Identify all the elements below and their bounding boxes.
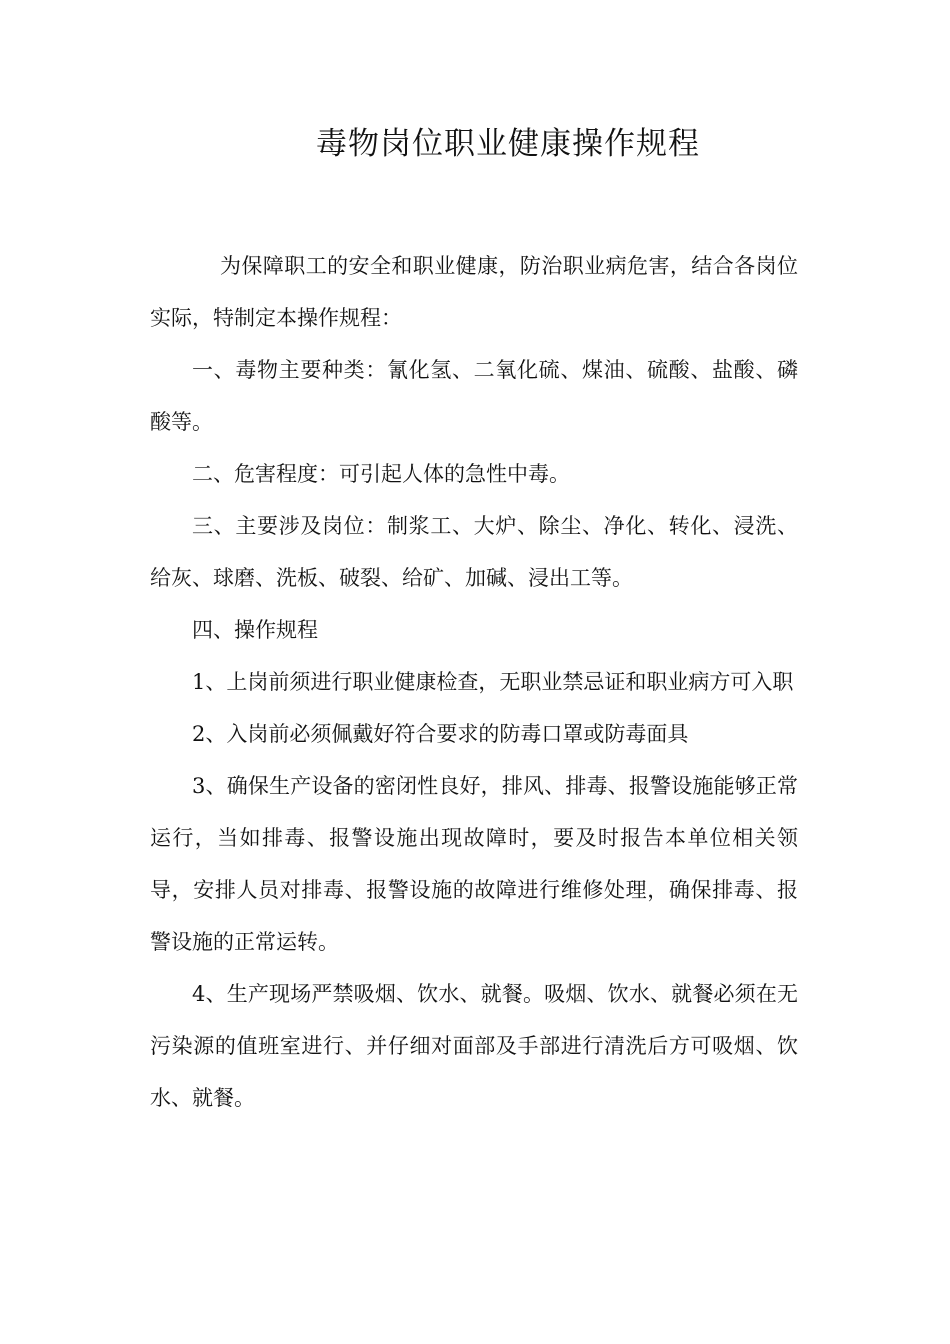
paragraph-rule-3: 3、确保生产设备的密闭性良好，排风、排毒、报警设施能够正常运行，当如排毒、报警设施出现故障时，要及时报告本单位相关领导，安排人员对排毒、报警设施的故障进行维修处理，确保排毒、报警设施的正常运转。 xyxy=(150,774,798,954)
paragraph-rule-4: 4、生产现场严禁吸烟、饮水、就餐。吸烟、饮水、就餐必须在无污染源的值班室进行、并仔细对面部及手部进行清洗后方可吸烟、饮水、就餐。 xyxy=(150,982,798,1110)
paragraph-positions: 三、主要涉及岗位：制浆工、大炉、除尘、净化、转化、浸洗、给灰、球磨、洗板、破裂、给矿、加碱、浸出工等。 xyxy=(150,514,798,590)
document-body xyxy=(150,240,798,1124)
paragraph-rule-2: 2、入岗前必须佩戴好符合要求的防毒口罩或防毒面具 xyxy=(192,722,689,746)
document-title: 毒物岗位职业健康操作规程 xyxy=(316,126,700,162)
paragraph-procedure-heading: 四、操作规程 xyxy=(192,618,318,642)
document-title-wrapper xyxy=(0,118,950,163)
paragraph-rule-1: 1、上岗前须进行职业健康检查，无职业禁忌证和职业病方可入职 xyxy=(192,670,794,694)
paragraph-toxic-types: 一、毒物主要种类：氰化氢、二氧化硫、煤油、硫酸、盐酸、磷酸等。 xyxy=(150,358,798,434)
paragraph-hazard-level: 二、危害程度：可引起人体的急性中毒。 xyxy=(192,462,570,486)
paragraph-intro: 为保障职工的安全和职业健康，防治职业病危害，结合各岗位实际，特制定本操作规程： xyxy=(150,254,798,330)
